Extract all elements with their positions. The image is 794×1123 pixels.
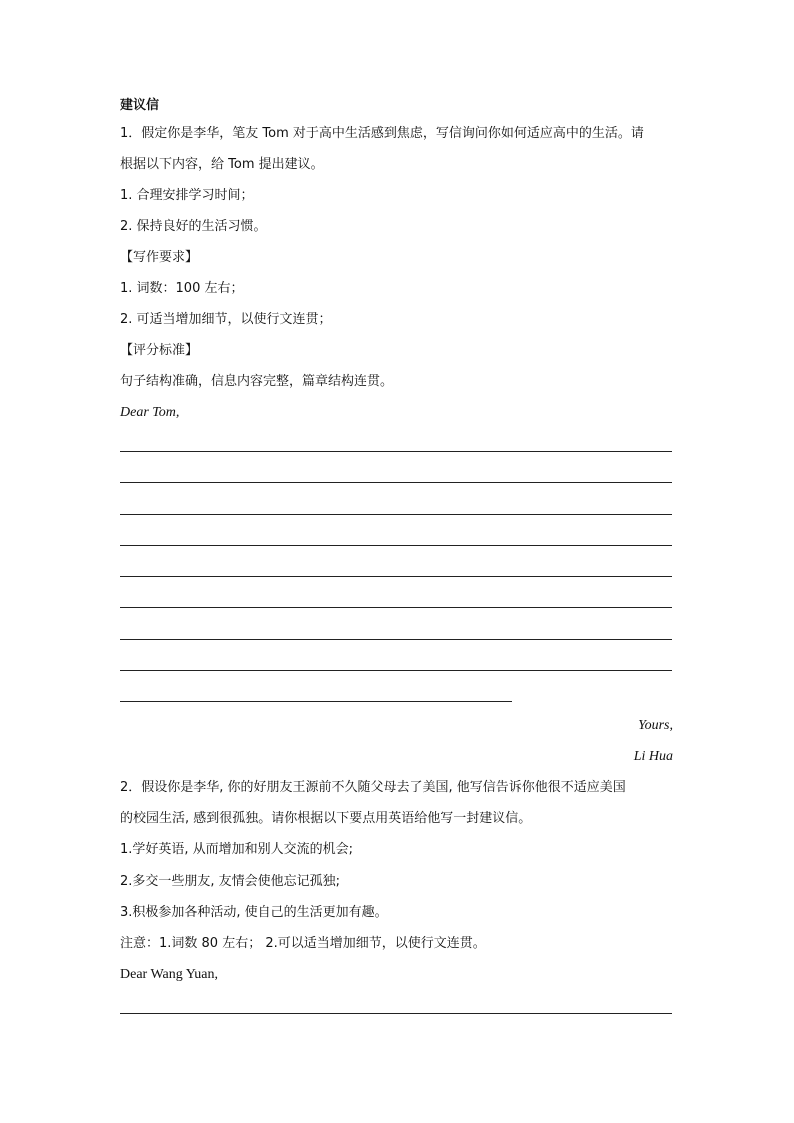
q2-point-3: 3.积极参加各种活动, 使自己的生活更加有趣。 [120,905,388,920]
q1-requirement-2: 2. 可适当增加细节，以使行文连贯； [120,312,332,327]
writing-line [120,1013,672,1014]
writing-line [120,607,672,608]
writing-line [120,545,672,546]
q2-prompt-line2: 的校园生活, 感到很孤独。请你根据以下要点用英语给他写一封建议信。 [120,811,532,826]
q1-closing: Yours, [638,718,673,733]
writing-line [120,576,672,577]
q1-criteria: 句子结构准确，信息内容完整，篇章结构连贯。 [120,374,394,389]
q1-point-2: 2. 保持良好的生活习惯。 [120,219,267,234]
writing-line [120,514,672,515]
q2-prompt-line1: 2．假设你是李华, 你的好朋友王源前不久随父母去了美国, 他写信告诉你他很不适应美国 [120,780,626,795]
q1-requirement-1: 1. 词数：100 左右； [120,281,244,296]
writing-line [120,482,672,483]
writing-line [120,451,672,452]
q2-note: 注意：1.词数 80 左右； 2.可以适当增加细节，以使行文连贯。 [120,936,486,951]
q1-criteria-heading: 【评分标准】 [120,343,199,358]
writing-line-short [120,701,512,702]
q1-signature: Li Hua [633,749,673,764]
section-title: 建议信 [120,98,160,113]
q1-prompt-line2: 根据以下内容，给 Tom 提出建议。 [120,157,324,172]
q1-salutation: Dear Tom, [120,405,180,420]
q2-salutation: Dear Wang Yuan, [120,967,219,982]
writing-line [120,670,672,671]
q2-point-2: 2.多交一些朋友, 友情会使他忘记孤独; [120,874,341,889]
q1-point-1: 1. 合理安排学习时间； [120,188,254,203]
writing-line [120,639,672,640]
q1-requirements-heading: 【写作要求】 [120,250,199,265]
q1-prompt-line1: 1．假定你是李华，笔友 Tom 对于高中生活感到焦虑，写信询问你如何适应高中的生活。请 [120,126,644,141]
q2-point-1: 1.学好英语, 从而增加和别人交流的机会; [120,842,354,857]
